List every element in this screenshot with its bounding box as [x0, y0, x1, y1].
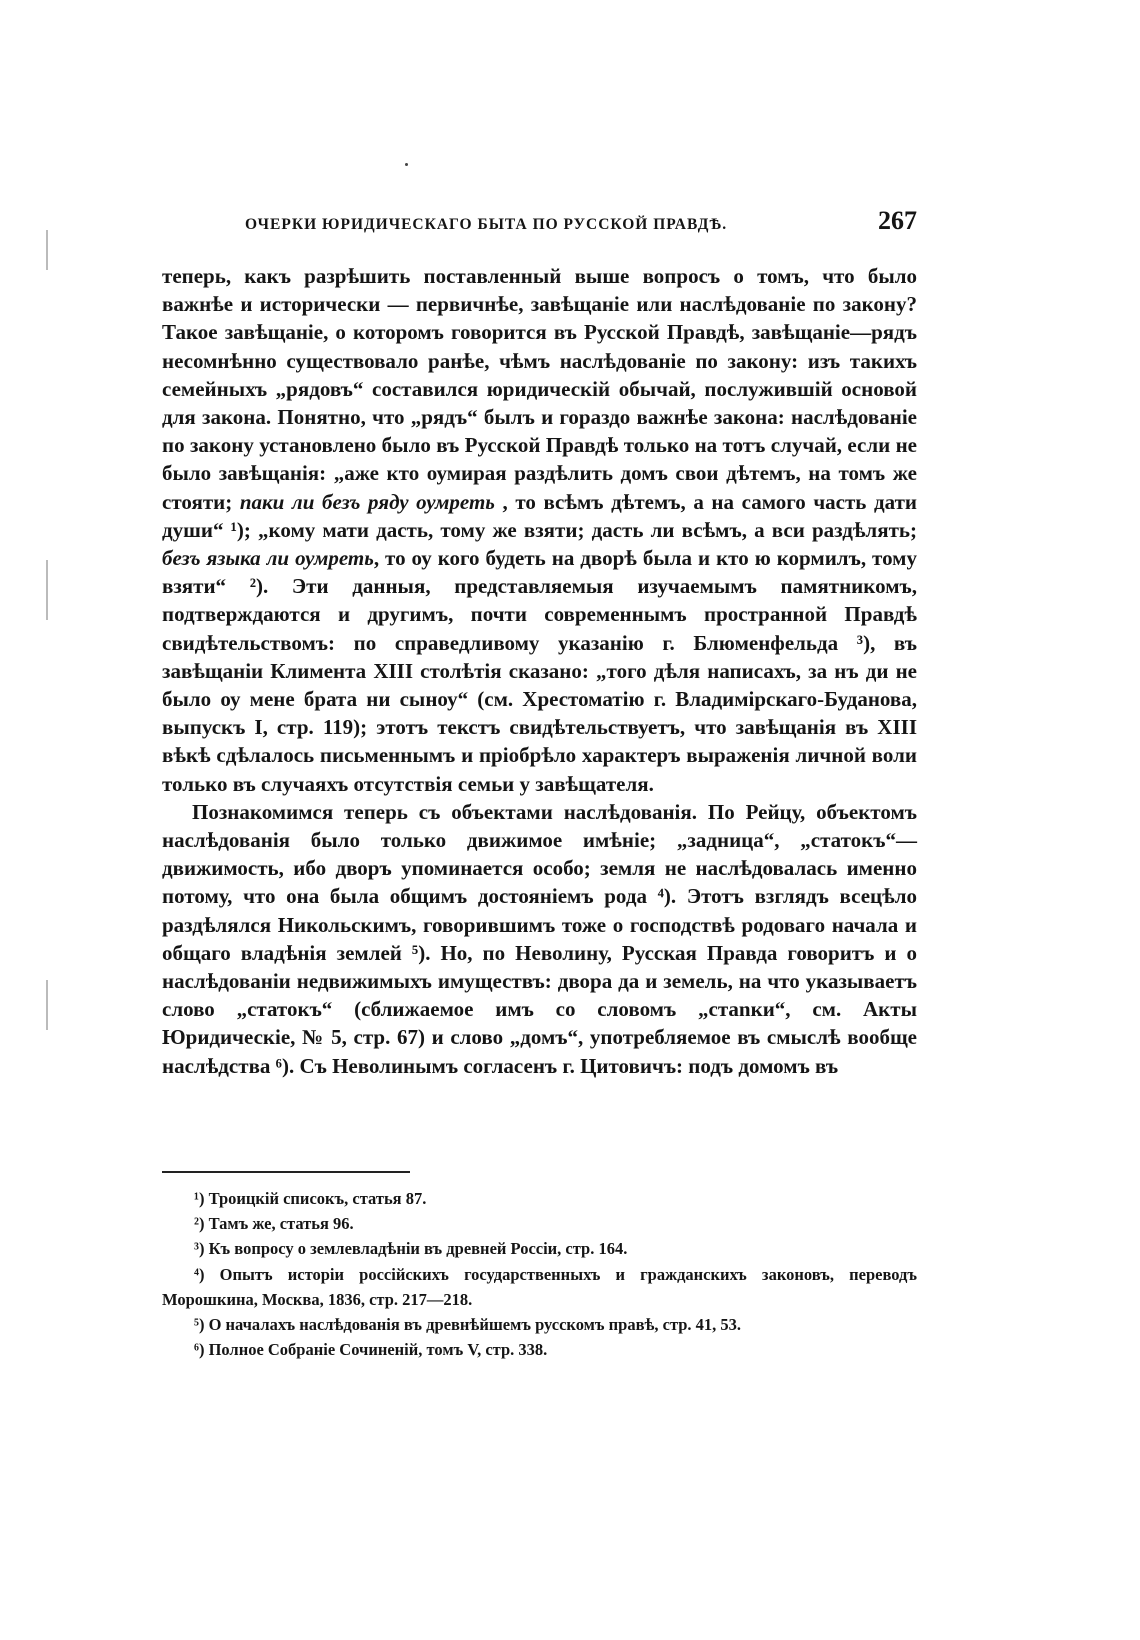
- italic-quote-1: паки ли безъ ряду оумреть: [239, 489, 495, 514]
- margin-speck: [46, 560, 48, 620]
- running-title: ОЧЕРКИ ЮРИДИЧЕСКАГО БЫТА ПО РУССКОЙ ПРАВДѢ.: [245, 216, 728, 233]
- paragraph-1-part-2: , то всѣмъ дѣтемъ, а на самого часть дати души“ ¹); „кому мати дасть, тому же взяти; дасть ли всѣмъ, а вси раздѣлять;: [162, 489, 917, 542]
- footnote-1: ¹) Троицкій списокъ, статья 87.: [194, 1189, 427, 1208]
- page-number: 267: [878, 206, 917, 235]
- footnote-divider: [162, 1171, 410, 1173]
- footnote-2: ²) Тамъ же, статья 96.: [194, 1214, 354, 1234]
- print-speck: [405, 163, 408, 166]
- paragraph-2: Познакомимся теперь съ объектами наслѣдованія. По Рейцу, объектомъ наслѣдованія было только движимое имѣніе; „задница“, „статокъ“—движимость, ибо дворъ упоминается особо; земля не наслѣдовалась именно потому, что она была общимъ достояніемъ рода ⁴). Этотъ взглядъ всецѣло раздѣлялся Никольскимъ, говорившимъ тоже о господствѣ родоваго начала и общаго владѣнія землей ⁵). Но, по Неволину, Русская Правда говоритъ и о наслѣдованіи недвижимыхъ имуществъ: двора да и земель, на что указываетъ слово „статокъ“ (сближаемое имъ со словомъ „стаnки“, см. Акты Юридическіе, № 5, стр. 67) и слово „домъ“, употребляемое въ смыслѣ вообще наслѣдства ⁶). Съ Неволинымъ согласенъ г. Цитовичъ: подъ домомъ въ: [162, 799, 917, 1078]
- paragraph-1-part-3: , то оу кого будеть на дворѣ была и кто ю кормилъ, тому взяти“ ²). Эти данныя, представляемыя изучаемымъ памятникомъ, подтверждаются и другимъ, почти современнымъ пространной Правдѣ свидѣтельствомъ: по справедливому указанію г. Блюменфельда ³), въ завѣщаніи Климента XIII столѣтія сказано: „того дѣля написахъ, за нъ ди не было оу мене брата ни сыноу“ (см. Хрестоматію г. Владимірскаго-Буданова, выпускъ I, стр. 119); этотъ текстъ свидѣтельствуетъ, что завѣщанія въ XIII вѣкѣ сдѣлалось письменнымъ и пріобрѣло характеръ выраженія личной воли только въ случаяхъ отсутствія семьи у завѣщателя.: [162, 546, 917, 796]
- footnote-5: ⁵) О началахъ наслѣдованія въ древнѣйшемъ русскомъ правѣ, стр. 41, 53.: [194, 1315, 742, 1335]
- italic-quote-2: безъ языка ли оумреть: [162, 546, 374, 571]
- footnote-6: ⁶) Полное Собраніе Сочиненій, томъ V, стр. 338.: [194, 1340, 548, 1360]
- page-header: [245, 206, 917, 240]
- footnotes: [162, 1186, 917, 1362]
- footnote-4: ⁴) Опытъ исторіи россійскихъ государственныхъ и гражданскихъ законовъ, переводъ Морошкина, Москва, 1836, стр. 217—218.: [162, 1264, 917, 1309]
- footnote-3: ³) Къ вопросу о землевладѣніи въ древней Россіи, стр. 164.: [194, 1239, 628, 1259]
- main-text: [162, 262, 917, 1080]
- paragraph-1: [162, 262, 917, 798]
- margin-speck: [46, 980, 48, 1030]
- paragraph-1-part-1: теперь, какъ разрѣшить поставленный выше вопросъ о томъ, что было важнѣе и исторически — первичнѣе, завѣщаніе или наслѣдованіе по закону? Такое завѣщаніе, о которомъ говорится въ Русской Правдѣ, завѣщаніе—рядъ несомнѣнно существовало ранѣе, чѣмъ наслѣдованіе по закону: изъ такихъ семейныхъ „рядовъ“ составился юридическій обычай, послужившій основой для закона. Понятно, что „рядъ“ былъ и гораздо важнѣе закона: наслѣдованіе по закону установлено было въ Русской Правдѣ только на тотъ случай, если не было завѣщанія: „аже кто оумирая раздѣлить домъ свои дѣтемъ, на томъ же стояти;: [162, 264, 917, 514]
- margin-speck: [46, 230, 48, 270]
